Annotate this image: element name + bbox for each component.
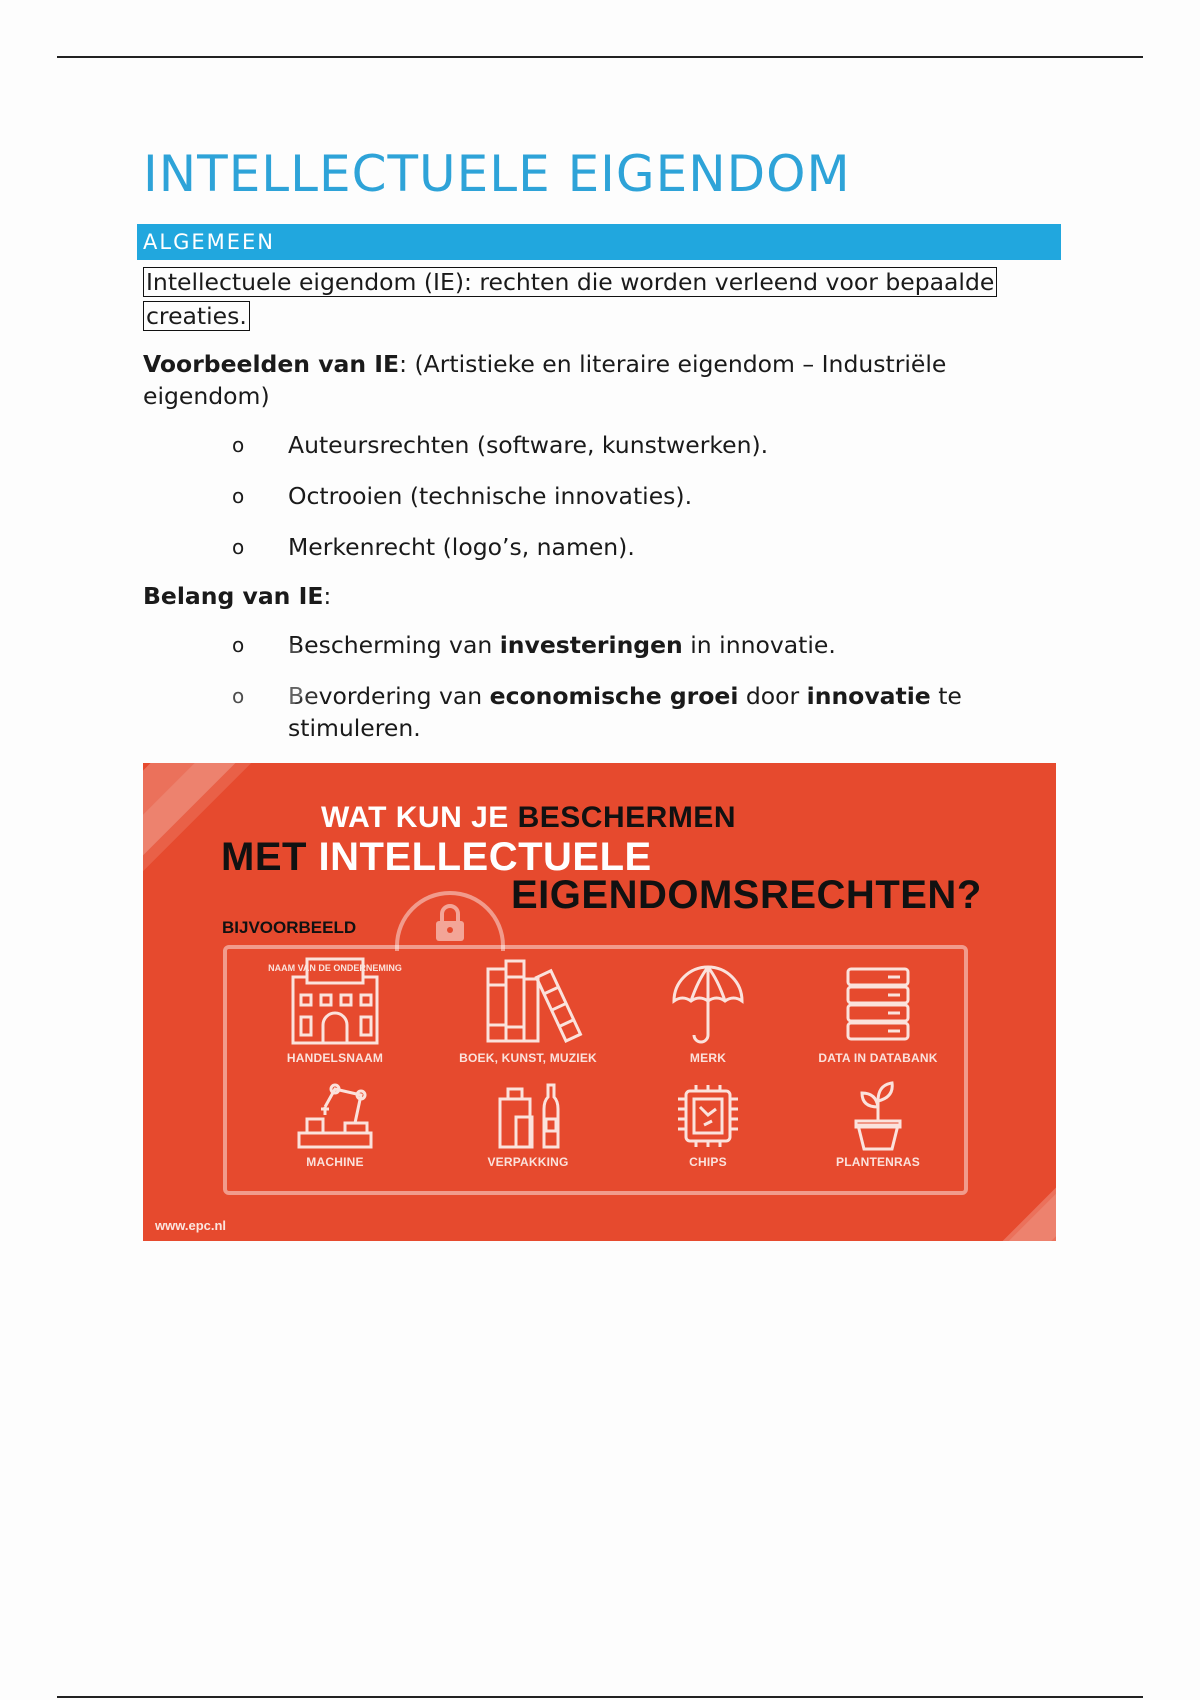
- list-item-text: Auteursrechten (software, kunstwerken).: [288, 431, 769, 459]
- page-title: INTELLECTUELE EIGENDOM: [143, 145, 851, 203]
- text-run: Bevordering van: [288, 682, 490, 710]
- decor-stripe: [66, 666, 321, 921]
- bullet-marker: o: [232, 535, 245, 559]
- bullet-marker: o: [232, 633, 245, 657]
- bullet-marker: o: [232, 484, 245, 508]
- item-label: MERK: [689, 1051, 727, 1065]
- list-item-text: [288, 629, 1028, 661]
- plant-icon: [828, 1081, 928, 1151]
- bullet-marker: o: [232, 433, 245, 457]
- belang-colon: :: [323, 582, 332, 610]
- definition-text: Intellectuele eigendom (IE): rechten die worden verleend voor bepaalde creaties.: [143, 267, 997, 331]
- item-verpakking: [443, 1081, 613, 1169]
- bullet-marker: o: [232, 684, 245, 708]
- examples-paragraph: [143, 348, 1043, 412]
- sign-text: NAAM VAN DE ONDERNEMING: [268, 963, 402, 973]
- list-item-text: Merkenrecht (logo’s, namen).: [288, 533, 635, 561]
- belang-paragraph: [143, 580, 1043, 612]
- infographic-headline-3: EIGENDOMSRECHTEN?: [511, 873, 982, 917]
- item-chips: [623, 1081, 793, 1169]
- item-handelsnaam: [250, 955, 420, 1065]
- headline-part: BESCHERMEN: [517, 801, 736, 834]
- item-machine: [250, 1081, 420, 1169]
- item-label: BOEK, KUNST, MUZIEK: [459, 1051, 597, 1065]
- bold-run: innovatie: [806, 682, 931, 710]
- umbrella-icon: [658, 955, 758, 1047]
- item-data-in-databank: [793, 955, 963, 1065]
- text-run: te stimuleren.: [288, 682, 962, 742]
- examples-heading: Voorbeelden van IE: [143, 350, 400, 378]
- example-label: BIJVOORBEELD: [222, 918, 357, 937]
- list-item-text: Octrooien (technische innovaties).: [288, 482, 693, 510]
- item-label: MACHINE: [306, 1155, 364, 1169]
- robot-arm-icon: [285, 1081, 385, 1151]
- building-icon: [268, 955, 402, 1047]
- headline-part: INTELLECTUELE: [318, 835, 652, 879]
- infographic-headline-1: [321, 801, 736, 835]
- item-label: CHIPS: [689, 1155, 727, 1169]
- decor-stripe: [990, 1075, 1195, 1280]
- text-run: Bescherming van: [288, 631, 500, 659]
- item-plantenras: [793, 1081, 963, 1169]
- list-item-text: [288, 680, 1028, 744]
- belang-heading: Belang van IE: [143, 582, 324, 610]
- bold-run: investeringen: [499, 631, 683, 659]
- bold-run: economische groei: [489, 682, 739, 710]
- database-icon: [828, 955, 928, 1047]
- item-label: VERPAKKING: [487, 1155, 569, 1169]
- chip-icon: [658, 1081, 758, 1151]
- ip-infographic: [143, 763, 1056, 1241]
- header-rule: [57, 56, 1143, 58]
- headline-part: WAT KUN JE: [321, 801, 518, 834]
- item-merk: [623, 955, 793, 1065]
- item-label: DATA IN DATABANK: [818, 1051, 938, 1065]
- document-body: [143, 140, 1063, 742]
- footer-rule: [57, 1696, 1143, 1698]
- text-run: door: [738, 682, 807, 710]
- definition-paragraph: [143, 265, 1043, 333]
- item-label: HANDELSNAAM: [286, 1051, 384, 1065]
- source-url: www.epc.nl: [155, 1218, 227, 1233]
- books-icon: [478, 955, 578, 1047]
- text-run: in innovatie.: [682, 631, 836, 659]
- lock-icon: [433, 903, 467, 943]
- item-label: PLANTENRAS: [835, 1155, 920, 1169]
- item-boek-kunst-muziek: [443, 955, 613, 1065]
- section-heading: ALGEMEEN: [137, 224, 1061, 260]
- examples-subtitle: : (Artistieke en literaire eigendom – Industriële eigendom): [143, 350, 947, 410]
- packaging-icon: [478, 1081, 578, 1151]
- headline-part: MET: [221, 835, 319, 879]
